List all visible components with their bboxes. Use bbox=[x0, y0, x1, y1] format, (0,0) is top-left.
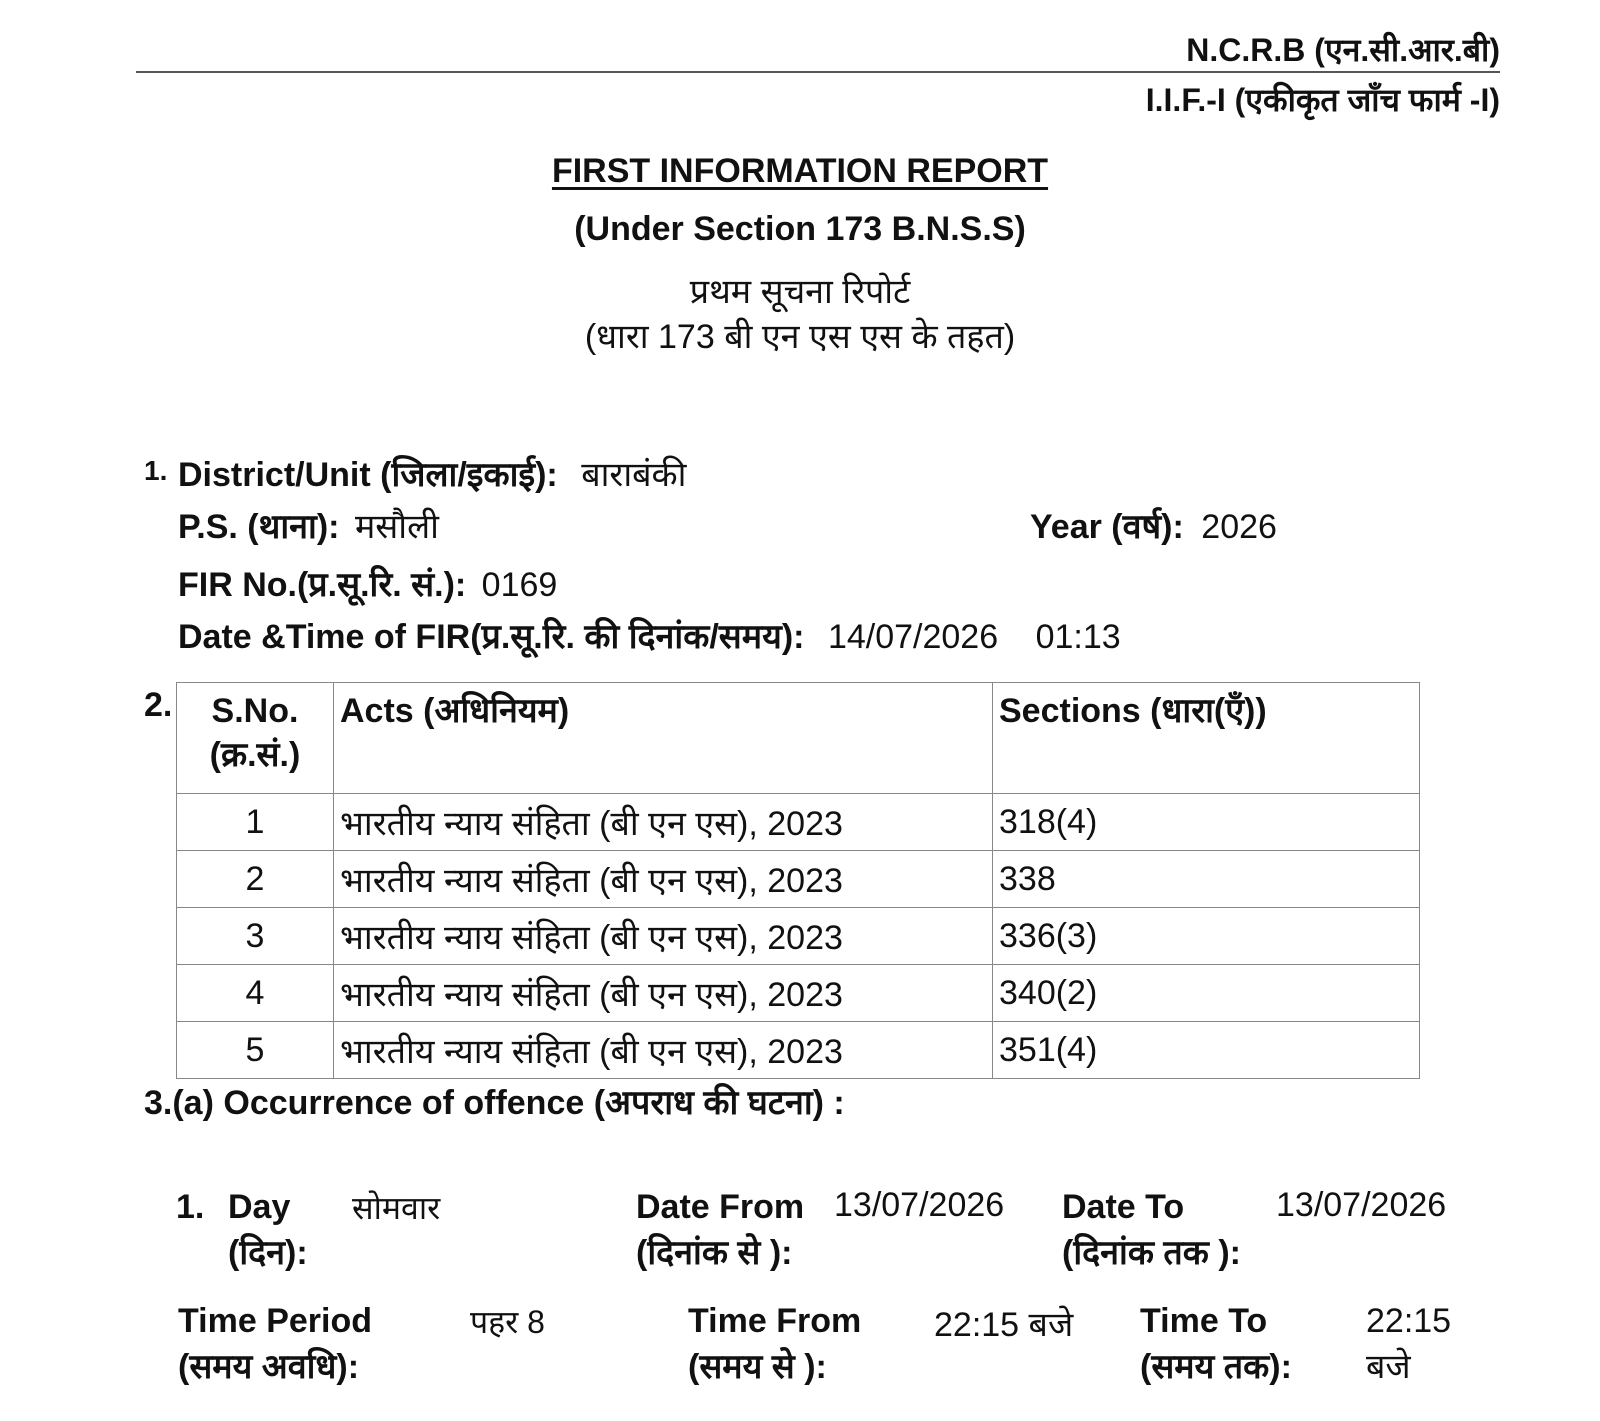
time-from-value: 22:15 बजे bbox=[934, 1306, 1074, 1344]
table-row bbox=[177, 965, 1420, 1022]
table-row bbox=[177, 851, 1420, 908]
day-label-hi: (दिन): bbox=[228, 1234, 308, 1272]
date-to-value: 13/07/2026 bbox=[1276, 1186, 1447, 1224]
district-label: District/Unit (जिला/इकाई): bbox=[178, 456, 558, 494]
row-sno: 5 bbox=[177, 1022, 334, 1079]
row-sno: 3 bbox=[177, 908, 334, 965]
fir-label: FIR No.(प्र.सू.रि. सं.): bbox=[178, 566, 467, 604]
report-section-hindi: (धारा 173 बी एन एस एस के तहत) bbox=[584, 318, 1016, 356]
row-section: 340(2) bbox=[993, 965, 1420, 1022]
time-from-label bbox=[688, 1298, 861, 1390]
time-period-value: पहर 8 bbox=[470, 1304, 545, 1340]
district-row bbox=[178, 450, 686, 496]
item-3-number: 3.(a) bbox=[144, 1084, 214, 1122]
report-title bbox=[0, 152, 1600, 191]
fir-datetime-label: Date &Time of FIR(प्र.सू.रि. की दिनांक/समय): bbox=[178, 618, 805, 656]
acts-header: Acts (अधिनियम) bbox=[334, 683, 993, 794]
sno-header-line1: S.No. bbox=[211, 692, 299, 730]
ps-label: P.S. (थाना): bbox=[178, 508, 340, 546]
date-from-value: 13/07/2026 bbox=[834, 1186, 1005, 1224]
date-from-label-hi: (दिनांक से ): bbox=[636, 1234, 793, 1272]
time-to-label-en: Time To bbox=[1140, 1302, 1268, 1340]
district-value: बाराबंकी bbox=[581, 456, 687, 494]
time-period-label bbox=[178, 1298, 372, 1390]
day-value: सोमवार bbox=[352, 1190, 441, 1226]
date-to-label-hi: (दिनांक तक ): bbox=[1062, 1234, 1241, 1272]
item-2-number: 2. bbox=[144, 686, 173, 724]
item-1-number: 1. bbox=[144, 455, 168, 486]
table-row bbox=[177, 1022, 1420, 1079]
time-period-label-hi: (समय अवधि): bbox=[178, 1348, 360, 1386]
sno-header-line2: (क्र.सं.) bbox=[209, 736, 301, 774]
row-act: भारतीय न्याय संहिता (बी एन एस), 2023 bbox=[334, 794, 993, 851]
sno-header bbox=[177, 683, 334, 794]
time-to-value bbox=[1366, 1298, 1451, 1390]
acts-sections-table bbox=[176, 682, 1420, 1079]
row-act: भारतीय न्याय संहिता (बी एन एस), 2023 bbox=[334, 1022, 993, 1079]
date-from-label-en: Date From bbox=[636, 1188, 805, 1226]
table-row bbox=[177, 908, 1420, 965]
row-section: 318(4) bbox=[993, 794, 1420, 851]
table-header-row bbox=[177, 683, 1420, 794]
time-from-label-hi: (समय से ): bbox=[688, 1348, 827, 1386]
fir-datetime-row bbox=[178, 612, 1121, 658]
year-label: Year (वर्ष): bbox=[1030, 508, 1184, 546]
header-divider bbox=[136, 71, 1500, 73]
ps-row bbox=[178, 502, 439, 548]
row-section: 338 bbox=[993, 851, 1420, 908]
time-to-label bbox=[1140, 1298, 1292, 1390]
row-act: भारतीय न्याय संहिता (बी एन एस), 2023 bbox=[334, 965, 993, 1022]
report-title-text: FIRST INFORMATION REPORT bbox=[551, 152, 1049, 190]
row-sno: 1 bbox=[177, 794, 334, 851]
time-from-label-en: Time From bbox=[688, 1302, 862, 1340]
ps-value: मसौली bbox=[354, 508, 439, 546]
report-section: (Under Section 173 B.N.S.S) bbox=[574, 210, 1026, 248]
occurrence-label: Occurrence of offence (अपराध की घटना) : bbox=[223, 1084, 845, 1122]
time-to-label-hi: (समय तक): bbox=[1140, 1348, 1292, 1386]
day-label-en: Day bbox=[228, 1188, 291, 1226]
row-sno: 2 bbox=[177, 851, 334, 908]
row-sno: 4 bbox=[177, 965, 334, 1022]
ncrb-header: N.C.R.B (एन.सी.आर.बी) bbox=[1186, 32, 1500, 68]
date-to-label bbox=[1062, 1184, 1241, 1276]
sections-header: Sections (धारा(एँ)) bbox=[993, 683, 1420, 794]
day-label bbox=[228, 1184, 308, 1276]
row-section: 351(4) bbox=[993, 1022, 1420, 1079]
date-to-label-en: Date To bbox=[1062, 1188, 1185, 1226]
year-value: 2026 bbox=[1201, 508, 1277, 546]
iif-header: I.I.F.-I (एकीकृत जाँच फार्म -I) bbox=[1145, 82, 1500, 118]
row-act: भारतीय न्याय संहिता (बी एन एस), 2023 bbox=[334, 851, 993, 908]
date-from-label bbox=[636, 1184, 804, 1276]
report-title-hindi: प्रथम सूचना रिपोर्ट bbox=[689, 273, 911, 311]
fir-value: 0169 bbox=[481, 566, 558, 604]
row-act: भारतीय न्याय संहिता (बी एन एस), 2023 bbox=[334, 908, 993, 965]
table-row bbox=[177, 794, 1420, 851]
sub-item-number: 1. bbox=[176, 1188, 205, 1226]
row-section: 336(3) bbox=[993, 908, 1420, 965]
fir-date-value: 14/07/2026 bbox=[827, 618, 999, 656]
occurrence-heading bbox=[144, 1078, 845, 1124]
year-row bbox=[1030, 502, 1277, 548]
time-to-value-time: 22:15 bbox=[1366, 1302, 1452, 1340]
time-to-value-suffix: बजे bbox=[1366, 1348, 1411, 1386]
fir-row bbox=[178, 560, 557, 606]
time-period-label-en: Time Period bbox=[178, 1302, 372, 1340]
fir-time-value: 01:13 bbox=[1035, 618, 1121, 656]
